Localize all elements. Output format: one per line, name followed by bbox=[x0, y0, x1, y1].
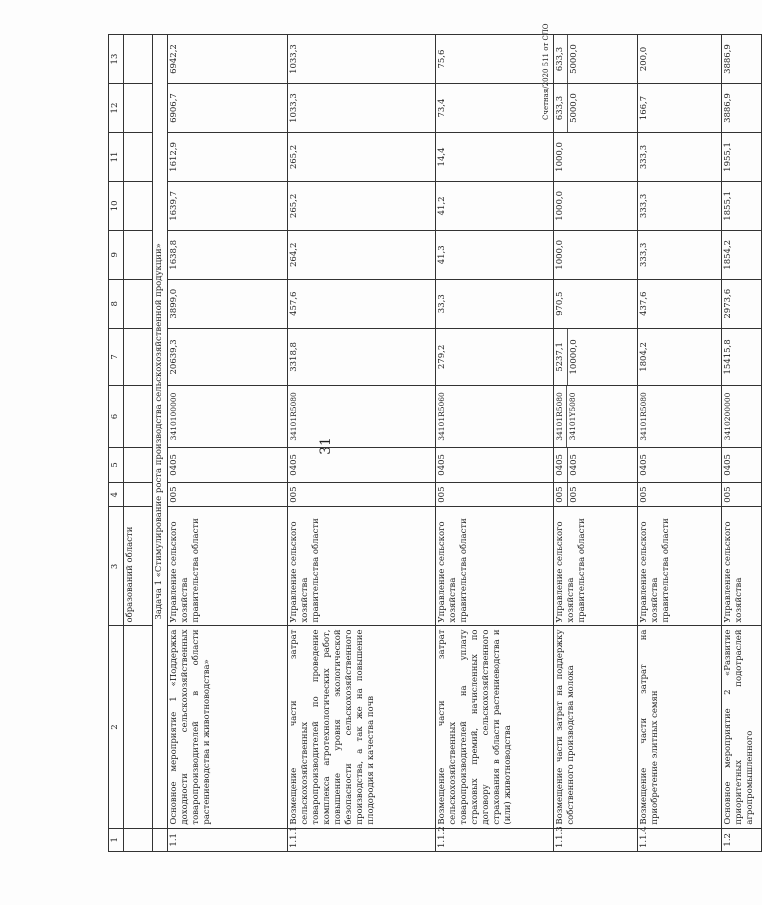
subheader-cell: образований области bbox=[124, 507, 153, 626]
value-cell-c13: 6942,2 bbox=[168, 35, 288, 84]
row-number: 1.1.1 bbox=[288, 828, 436, 851]
value-part: 0405 bbox=[569, 454, 580, 476]
measure-name: Основное мероприятие 2 «Развитие приоритетных подотраслей агропромышленного bbox=[722, 626, 762, 828]
value-cell-c10: 1855,1 bbox=[722, 181, 762, 230]
value-cell-c5: 0405 bbox=[722, 447, 762, 482]
value-part: 0405 bbox=[554, 448, 568, 482]
value-cell-c13: 1033,3 bbox=[288, 35, 436, 84]
column-number-row bbox=[109, 35, 124, 852]
value-cell-c10: 333,3 bbox=[638, 181, 722, 230]
col-number: 12 bbox=[109, 84, 124, 133]
value-cell-c5: 0405 bbox=[288, 447, 436, 482]
value-cell-c13: 200,0 bbox=[638, 35, 722, 84]
row-number: 1.1.2 bbox=[436, 828, 554, 851]
table-row bbox=[638, 35, 722, 852]
value-part: 5000,0 bbox=[569, 93, 580, 123]
value-part: 633,3 bbox=[554, 84, 568, 132]
value-cell-c7: 279,2 bbox=[436, 328, 554, 385]
value-cell-c7: 15415,8 bbox=[722, 328, 762, 385]
value-cell-c8: 457,6 bbox=[288, 279, 436, 328]
budget-table bbox=[108, 34, 762, 852]
value-cell-c12: 6906,7 bbox=[168, 84, 288, 133]
value-cell-c9: 333,3 bbox=[638, 230, 722, 279]
value-part: 34101Y5080 bbox=[567, 392, 577, 441]
value-cell-c10: 1639,7 bbox=[168, 181, 288, 230]
value-cell-c12: 1033,3 bbox=[288, 84, 436, 133]
value-cell-c9: 1000,0 bbox=[554, 230, 638, 279]
value-cell-c12: 3886,9 bbox=[722, 84, 762, 133]
responsible-executor: Управление сельского хозяйства правительства области bbox=[436, 507, 554, 626]
table-row bbox=[554, 35, 638, 852]
value-cell-c4: 005 bbox=[436, 482, 554, 506]
value-cell-c10: 41,2 bbox=[436, 181, 554, 230]
value-cell-c9: 41,3 bbox=[436, 230, 554, 279]
responsible-executor: Управление сельского хозяйства правительства области bbox=[554, 507, 638, 626]
table-row bbox=[168, 35, 288, 852]
page-number: 31 bbox=[318, 437, 334, 455]
value-cell-c6: 3410100000 bbox=[168, 386, 288, 448]
measure-name: Основное мероприятие 1 «Поддержка доходности сельскохозяйственных товаропроизводителей в области растениеводства и животноводства» bbox=[168, 626, 288, 828]
value-cell-c4: 005 bbox=[722, 482, 762, 506]
value-cell-c12 bbox=[554, 84, 638, 133]
value-cell-c11: 1612,9 bbox=[168, 133, 288, 182]
value-part: 5000,0 bbox=[569, 44, 580, 74]
value-cell-c12: 166,7 bbox=[638, 84, 722, 133]
value-cell-c7: 3318,8 bbox=[288, 328, 436, 385]
col-number: 4 bbox=[109, 482, 124, 506]
value-cell-c4: 005 bbox=[638, 482, 722, 506]
value-cell-c8: 2973,6 bbox=[722, 279, 762, 328]
value-cell-c6: 3410200000 bbox=[722, 386, 762, 448]
value-cell-c5: 0405 bbox=[168, 447, 288, 482]
value-part: 005 bbox=[569, 486, 580, 503]
measure-name: Возмещение части затрат сельскохозяйственных товаропроизводителей на уплату страховых премий, начисленных по договору сельскохозяйственного страхования в области растениеводства и (или) животноводства bbox=[436, 626, 554, 828]
value-part: 5237,1 bbox=[554, 329, 568, 385]
value-cell-c13 bbox=[554, 35, 638, 84]
value-part: 633,3 bbox=[554, 35, 568, 83]
col-number: 8 bbox=[109, 279, 124, 328]
value-cell-c12: 73,4 bbox=[436, 84, 554, 133]
value-cell-c7: 1804,2 bbox=[638, 328, 722, 385]
task-title: Задача 1 «Стимулирование роста производства сельскохозяйственной продукции» bbox=[153, 35, 168, 829]
col-number: 2 bbox=[109, 626, 124, 828]
value-cell-c5: 0405 bbox=[436, 447, 554, 482]
responsible-executor: Управление сельского хозяйства bbox=[722, 507, 762, 626]
col-number: 7 bbox=[109, 328, 124, 385]
value-cell-c6: 34101R5080 bbox=[638, 386, 722, 448]
value-cell-c4: 005 bbox=[168, 482, 288, 506]
value-cell-c5: 0405 bbox=[638, 447, 722, 482]
value-cell-c7: 20639,3 bbox=[168, 328, 288, 385]
value-cell-c11: 1000,0 bbox=[554, 133, 638, 182]
col-number: 11 bbox=[109, 133, 124, 182]
col-number: 10 bbox=[109, 181, 124, 230]
row-number: 1.2 bbox=[722, 828, 762, 851]
value-cell-c9: 1854,2 bbox=[722, 230, 762, 279]
responsible-executor: Управление сельского хозяйства правительства области bbox=[288, 507, 436, 626]
value-cell-c8: 33,3 bbox=[436, 279, 554, 328]
value-part: 005 bbox=[554, 483, 568, 506]
task-row bbox=[153, 35, 168, 852]
value-cell-c13: 3886,9 bbox=[722, 35, 762, 84]
footer-note: Счетная/2020 511 от СЛО bbox=[542, 23, 550, 120]
col-number: 5 bbox=[109, 447, 124, 482]
col-number: 9 bbox=[109, 230, 124, 279]
value-cell-c4: 005 bbox=[288, 482, 436, 506]
col-number: 3 bbox=[109, 507, 124, 626]
row-number: 1.1.4 bbox=[638, 828, 722, 851]
col-number: 1 bbox=[109, 828, 124, 851]
row-number: 1.1 bbox=[168, 828, 288, 851]
value-cell-c7 bbox=[554, 328, 638, 385]
value-cell-c9: 1638,8 bbox=[168, 230, 288, 279]
value-cell-c8: 437,6 bbox=[638, 279, 722, 328]
value-cell-c11: 265,2 bbox=[288, 133, 436, 182]
value-cell-c8: 970,5 bbox=[554, 279, 638, 328]
value-cell-c11: 1955,1 bbox=[722, 133, 762, 182]
table-row bbox=[722, 35, 762, 852]
row-number: 1.1.3 bbox=[554, 828, 638, 851]
value-cell-c9: 264,2 bbox=[288, 230, 436, 279]
table-row bbox=[436, 35, 554, 852]
responsible-executor: Управление сельского хозяйства правительства области bbox=[168, 507, 288, 626]
subheader-row bbox=[124, 35, 153, 852]
value-cell-c11: 333,3 bbox=[638, 133, 722, 182]
value-cell-c13: 75,6 bbox=[436, 35, 554, 84]
value-part: 10000,0 bbox=[569, 339, 580, 375]
responsible-executor: Управление сельского хозяйства правительства области bbox=[638, 507, 722, 626]
measure-name: Возмещение части затрат на поддержку собственного производства молока bbox=[554, 626, 638, 828]
value-cell-c11: 14,4 bbox=[436, 133, 554, 182]
table-row bbox=[288, 35, 436, 852]
value-cell-c6: 34101R5060 bbox=[436, 386, 554, 448]
value-cell-c4 bbox=[554, 482, 638, 506]
value-cell-c6: 34101R5080 bbox=[288, 386, 436, 448]
value-cell-c10: 1000,0 bbox=[554, 181, 638, 230]
col-number: 13 bbox=[109, 35, 124, 84]
measure-name: Возмещение части затрат сельскохозяйственных товаропроизводителей по проведение комплекса агротехнологических работ, повышение уровня экологической безопасности сельскохозяйственного производства, а так же на повышение плодородия и качества почв bbox=[288, 626, 436, 828]
value-cell-c6 bbox=[554, 386, 638, 448]
col-number: 6 bbox=[109, 386, 124, 448]
value-part: 34101R5080 bbox=[554, 386, 567, 447]
value-cell-c5 bbox=[554, 447, 638, 482]
value-cell-c8: 3899,0 bbox=[168, 279, 288, 328]
value-cell-c10: 265,2 bbox=[288, 181, 436, 230]
measure-name: Возмещение части затрат на приобретение элитных семян bbox=[638, 626, 722, 828]
